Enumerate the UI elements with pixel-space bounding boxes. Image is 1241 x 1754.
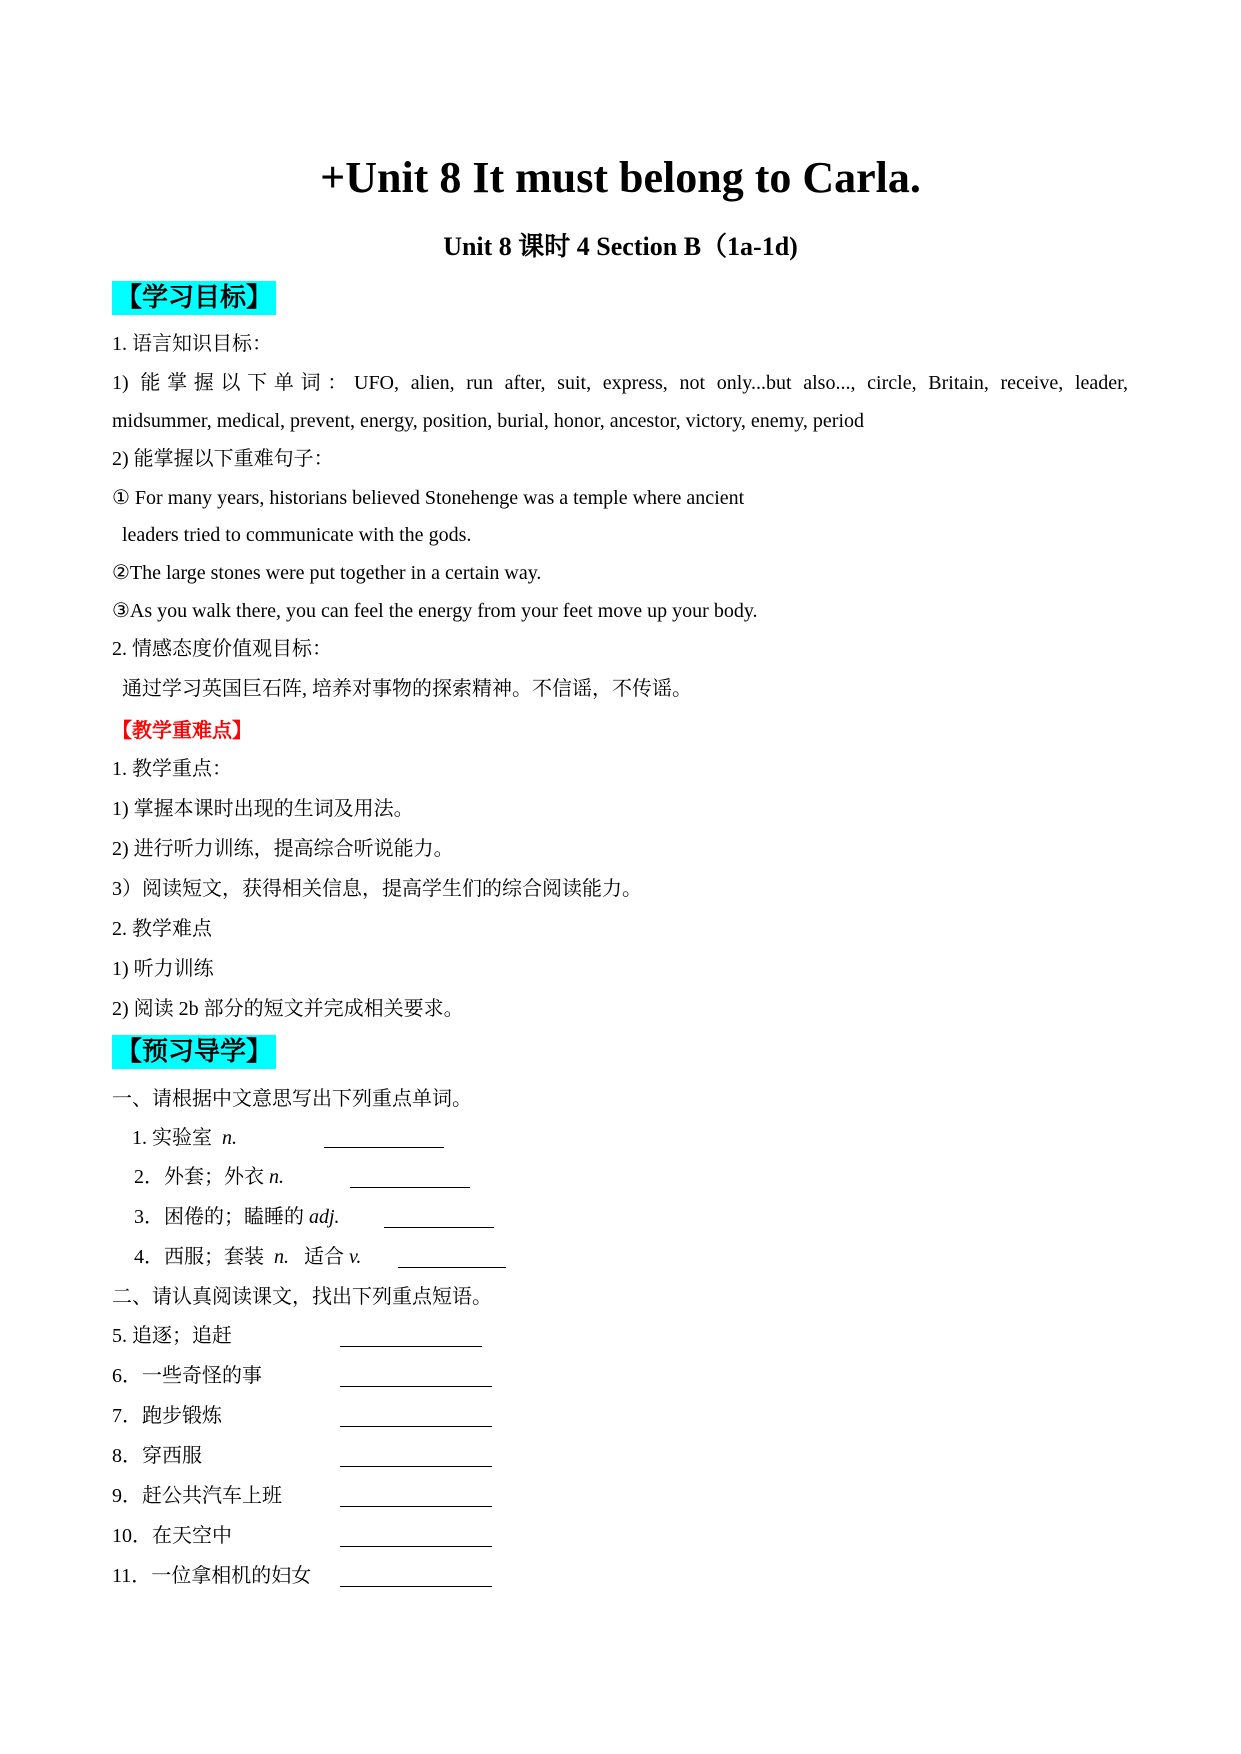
phrase-item-7: 7．跑步锻炼: [112, 1405, 222, 1427]
sentence-3: ③As you walk there, you can feel the energy from your feet move up your body.: [112, 600, 758, 622]
word-item-3-label: 3．困倦的；瞌睡的: [134, 1206, 304, 1228]
lesson-subtitle: Unit 8 课时 4 Section B（1a-1d): [443, 232, 798, 261]
sentences-title: 2) 能掌握以下重难句子：: [112, 448, 334, 470]
sentence-1-line-2: leaders tried to communicate with the gods.: [122, 524, 472, 546]
sentence-2: ②The large stones were put together in a certain way.: [112, 562, 542, 584]
phrase-blank-9[interactable]: [340, 1506, 492, 1507]
answer-blank-4[interactable]: [398, 1267, 506, 1268]
vocab-list-line-2: midsummer, medical, prevent, energy, position, burial, honor, ancestor, victory, enemy, period: [112, 410, 865, 432]
phrase-item-6: 6．一些奇怪的事: [112, 1365, 262, 1387]
difficulty-item-2: 2) 阅读 2b 部分的短文并完成相关要求。: [112, 998, 464, 1020]
phrase-blank-10[interactable]: [340, 1546, 492, 1547]
word-item-4: [134, 1245, 361, 1269]
word-item-2-pos: n.: [269, 1166, 284, 1188]
teaching-difficulty-title: 2. 教学难点: [112, 918, 212, 940]
word-item-3-pos: adj.: [309, 1206, 340, 1228]
part-2-instruction: 二、请认真阅读课文，找出下列重点短语。: [112, 1286, 492, 1308]
word-item-4b-pos: v.: [349, 1246, 362, 1268]
phrase-item-11: 11．一位拿相机的妇女: [112, 1565, 312, 1587]
focus-item-2: 2) 进行听力训练，提高综合听说能力。: [112, 838, 454, 860]
phrase-item-5: 5. 追逐；追赶: [112, 1325, 232, 1347]
phrase-item-9: 9．赶公共汽车上班: [112, 1485, 282, 1507]
answer-blank-1[interactable]: [324, 1147, 444, 1148]
word-item-4b-label: 适合: [304, 1246, 344, 1268]
phrase-blank-5[interactable]: [340, 1346, 482, 1347]
phrase-blank-7[interactable]: [340, 1426, 492, 1427]
focus-item-1: 1) 掌握本课时出现的生词及用法。: [112, 798, 414, 820]
answer-blank-3[interactable]: [384, 1227, 494, 1228]
word-item-2: [134, 1165, 284, 1189]
word-item-1-pos: n.: [222, 1127, 237, 1149]
teaching-focus-title: 1. 教学重点：: [112, 758, 232, 780]
sentence-1-line-1: ① For many years, historians believed Stonehenge was a temple where ancient: [112, 487, 745, 509]
emotion-goal-text: 通过学习英国巨石阵, 培养对事物的探索精神。不信谣，不传谣。: [122, 678, 692, 700]
word-item-4-label: 4．西服；套装: [134, 1246, 264, 1268]
word-item-2-label: 2．外套；外衣: [134, 1166, 264, 1188]
word-item-1-label: 1. 实验室: [132, 1127, 212, 1149]
difficulty-item-1: 1) 听力训练: [112, 958, 214, 980]
objectives-header: 【学习目标】: [112, 281, 276, 315]
part-1-instruction: 一、请根据中文意思写出下列重点单词。: [112, 1088, 472, 1110]
phrase-item-10: 10．在天空中: [112, 1525, 232, 1547]
phrase-item-8: 8．穿西服: [112, 1445, 202, 1467]
word-item-3: [134, 1205, 340, 1229]
word-item-4-pos: n.: [274, 1246, 289, 1268]
focus-item-3: 3）阅读短文，获得相关信息，提高学生们的综合阅读能力。: [112, 878, 642, 900]
word-item-1: [132, 1126, 237, 1150]
preview-header: 【预习导学】: [112, 1035, 276, 1069]
emotion-goal-title: 2. 情感态度价值观目标：: [112, 638, 332, 660]
key-points-header: 【教学重难点】: [112, 718, 252, 742]
vocab-list-line-1: 1) 能掌握以下单词：UFO, alien, run after, suit, express, not only...but also..., circle, Britain, receive, leader,: [112, 372, 1128, 394]
phrase-blank-11[interactable]: [340, 1586, 492, 1587]
page-title: +Unit 8 It must belong to Carla.: [320, 153, 921, 202]
answer-blank-2[interactable]: [350, 1187, 470, 1188]
phrase-blank-8[interactable]: [340, 1466, 492, 1467]
knowledge-goal-title: 1. 语言知识目标：: [112, 333, 272, 355]
phrase-blank-6[interactable]: [340, 1386, 492, 1387]
